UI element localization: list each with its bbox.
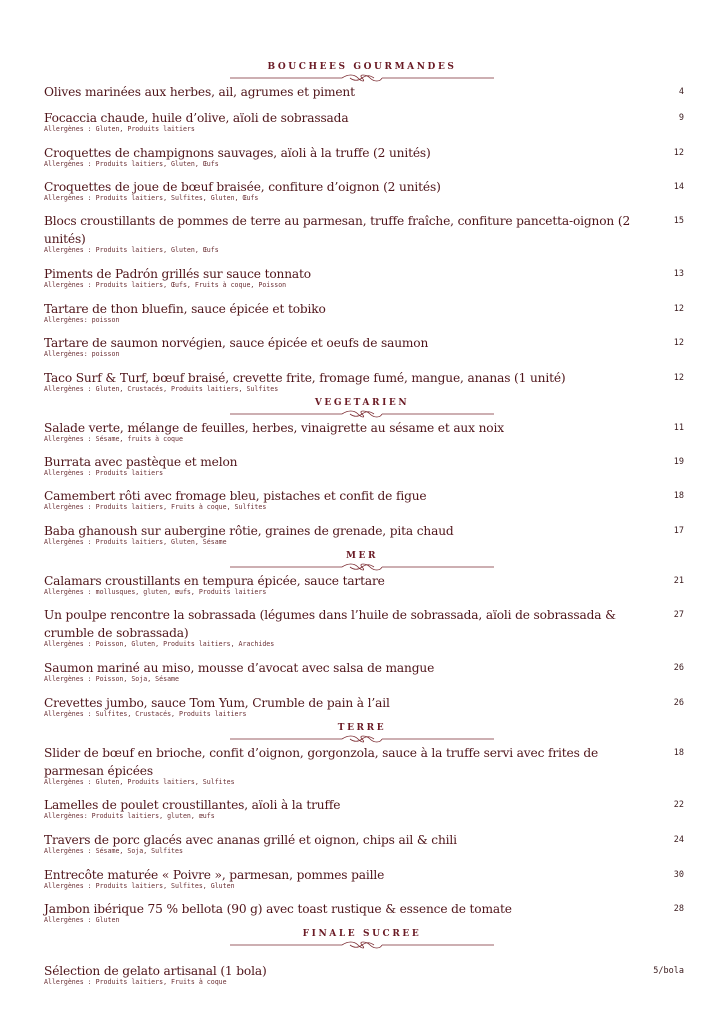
menu-item	[44, 212, 684, 254]
menu-item	[44, 659, 684, 683]
section-header-finale-sucree	[0, 929, 724, 949]
price: 26	[673, 663, 684, 673]
price: 30	[673, 870, 684, 880]
price: 18	[673, 748, 684, 758]
dish-name: Tartare de saumon norvégien, sauce épicée et oeufs de saumon	[44, 336, 429, 350]
divider-ornament-icon	[230, 74, 494, 82]
dish-name: Calamars croustillants en tempura épicée, sauce tartare	[44, 574, 385, 588]
allergens-note: Allergènes : Produits laitiers	[44, 469, 164, 477]
menu-item	[44, 419, 684, 443]
allergens-note: Allergènes : Produits laitiers, Sulfites, Gluten, Œufs	[44, 194, 259, 202]
menu-item	[44, 796, 684, 820]
section-title: TERRE	[337, 723, 387, 733]
section-header-bouchees-gourmandes	[0, 62, 724, 82]
price: 9	[678, 113, 684, 123]
allergens-note: Allergènes : Produits laitiers, Sulfites, Gluten	[44, 882, 235, 890]
allergens-note: Allergènes : Poisson, Soja, Sésame	[44, 675, 179, 683]
dish-name: Sélection de gelato artisanal (1 bola)	[44, 964, 267, 978]
price: 26	[673, 698, 684, 708]
menu-item	[44, 178, 684, 202]
allergens-note: Allergènes : Produits laitiers, Fruits à coque	[44, 978, 227, 986]
menu-item	[44, 453, 684, 477]
price: 19	[673, 457, 684, 467]
dish-name: Lamelles de poulet croustillantes, aïoli à la truffe	[44, 798, 341, 812]
allergens-note: Allergènes : Produits laitiers, Œufs, Fruits à coque, Poisson	[44, 281, 287, 289]
price: 11	[673, 423, 684, 433]
allergens-note: Allergènes : Poisson, Gluten, Produits laitiers, Arachides	[44, 640, 275, 648]
price: 27	[673, 610, 684, 620]
menu-item	[44, 572, 684, 596]
section-header-mer	[0, 551, 724, 571]
dish-name: Un poulpe rencontre la sobrassada (légumes dans l’huile de sobrassada, aïoli de sobrassada & crumble de sobrassada)	[44, 608, 616, 640]
allergens-note: Allergènes : Gluten, Produits laitiers	[44, 125, 195, 133]
dish-name: Baba ghanoush sur aubergine rôtie, graines de grenade, pita chaud	[44, 524, 454, 538]
section-title: MER	[345, 551, 379, 561]
allergens-note: Allergènes : Gluten, Crustacés, Produits laitiers, Sulfites	[44, 385, 279, 393]
price: 28	[673, 904, 684, 914]
dish-name: Burrata avec pastèque et melon	[44, 455, 238, 469]
menu-item	[44, 144, 684, 168]
price: 13	[673, 269, 684, 279]
dish-name: Olives marinées aux herbes, ail, agrumes et piment	[44, 85, 355, 99]
dish-name: Piments de Padrón grillés sur sauce tonnato	[44, 267, 311, 281]
dish-name: Travers de porc glacés avec ananas grillé et oignon, chips ail & chili	[44, 833, 457, 847]
dish-name: Jambon ibérique 75 % bellota (90 g) avec toast rustique & essence de tomate	[44, 902, 512, 916]
dish-name: Entrecôte maturée « Poivre », parmesan, pommes paille	[44, 868, 385, 882]
dish-name: Saumon mariné au miso, mousse d’avocat avec salsa de mangue	[44, 661, 435, 675]
allergens-note: Allergènes : Produits laitiers, Fruits à coque, Sulfites	[44, 503, 267, 511]
dish-name: Croquettes de joue de bœuf braisée, confiture d’oignon (2 unités)	[44, 180, 441, 194]
price: 12	[673, 148, 684, 158]
section-title: FINALE SUCREE	[302, 929, 422, 939]
menu-item	[44, 109, 684, 133]
menu-item	[44, 487, 684, 511]
menu-item	[44, 831, 684, 855]
section-title: VEGETARIEN	[314, 398, 410, 408]
menu-item	[44, 83, 684, 101]
divider-ornament-icon	[230, 941, 494, 949]
price: 4	[678, 87, 684, 97]
divider-ornament-icon	[230, 563, 494, 571]
allergens-note: Allergènes: poisson	[44, 316, 120, 324]
allergens-note: Allergènes : Sésame, Soja, Sulfites	[44, 847, 183, 855]
dish-name: Tartare de thon bluefin, sauce épicée et tobiko	[44, 302, 326, 316]
allergens-note: Allergènes : Produits laitiers, Gluten, Œufs	[44, 246, 219, 254]
price: 18	[673, 491, 684, 501]
allergens-note: Allergènes : Gluten	[44, 916, 120, 924]
divider-ornament-icon	[230, 410, 494, 418]
price: 12	[673, 304, 684, 314]
price: 15	[673, 216, 684, 226]
allergens-note: Allergènes: Produits laitiers, gluten, œufs	[44, 812, 215, 820]
dish-name: Salade verte, mélange de feuilles, herbes, vinaigrette au sésame et aux noix	[44, 421, 504, 435]
menu-item	[44, 866, 684, 890]
allergens-note: Allergènes : mollusques, gluten, œufs, Produits laitiers	[44, 588, 267, 596]
menu-item	[44, 900, 684, 924]
menu-item	[44, 334, 684, 358]
price: 22	[673, 800, 684, 810]
price: 12	[673, 373, 684, 383]
allergens-note: Allergènes : Produits laitiers, Gluten, Œufs	[44, 160, 219, 168]
price: 14	[673, 182, 684, 192]
allergens-note: Allergènes : Sulfites, Crustacés, Produits laitiers	[44, 710, 247, 718]
dish-name: Focaccia chaude, huile d’olive, aïoli de sobrassada	[44, 111, 349, 125]
menu-item	[44, 369, 684, 393]
divider-ornament-icon	[230, 735, 494, 743]
menu-item	[44, 522, 684, 546]
section-title: BOUCHEES GOURMANDES	[267, 62, 457, 72]
allergens-note: Allergènes: poisson	[44, 350, 120, 358]
menu-item	[44, 962, 684, 986]
section-header-terre	[0, 723, 724, 743]
allergens-note: Allergènes : Sésame, fruits à coque	[44, 435, 183, 443]
dish-name: Camembert rôti avec fromage bleu, pistaches et confit de figue	[44, 489, 427, 503]
dish-name: Taco Surf & Turf, bœuf braisé, crevette frite, fromage fumé, mangue, ananas (1 unité)	[44, 371, 566, 385]
dish-name: Slider de bœuf en brioche, confit d’oignon, gorgonzola, sauce à la truffe servi avec frites de parmesan épicées	[44, 746, 599, 778]
menu-item	[44, 300, 684, 324]
menu-item	[44, 694, 684, 718]
price: 24	[673, 835, 684, 845]
price: 5/bola	[653, 966, 684, 976]
dish-name: Blocs croustillants de pommes de terre au parmesan, truffe fraîche, confiture pancetta-oignon (2 unités)	[44, 214, 631, 246]
dish-name: Crevettes jumbo, sauce Tom Yum, Crumble de pain à l’ail	[44, 696, 390, 710]
price: 17	[673, 526, 684, 536]
allergens-note: Allergènes : Produits laitiers, Gluten, Sésame	[44, 538, 227, 546]
dish-name: Croquettes de champignons sauvages, aïoli à la truffe (2 unités)	[44, 146, 431, 160]
price: 12	[673, 338, 684, 348]
allergens-note: Allergènes : Gluten, Produits laitiers, Sulfites	[44, 778, 235, 786]
menu-item	[44, 744, 684, 786]
price: 21	[673, 576, 684, 586]
menu-item	[44, 265, 684, 289]
menu-item	[44, 606, 684, 648]
section-header-vegetarien	[0, 398, 724, 418]
